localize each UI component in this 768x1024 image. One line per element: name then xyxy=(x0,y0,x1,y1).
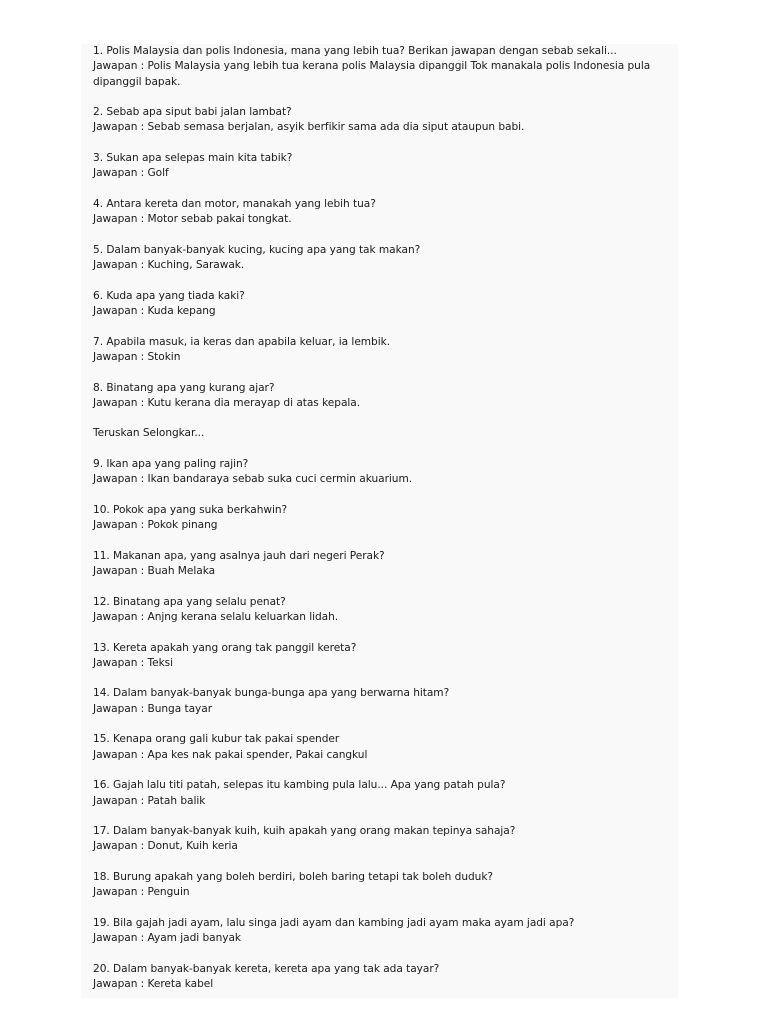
entry-spacer xyxy=(93,182,673,197)
entry-spacer xyxy=(93,411,673,426)
question-text: 3. Sukan apa selepas main kita tabik? xyxy=(93,152,293,165)
qa-entry xyxy=(93,243,673,274)
question-text: 6. Kuda apa yang tiada kaki? xyxy=(93,289,245,302)
qa-entry xyxy=(93,503,673,534)
question-text: 20. Dalam banyak-banyak kereta, kereta apa yang tak ada tayar? xyxy=(93,962,440,975)
answer-text: Jawapan : Kuda kepang xyxy=(93,305,216,318)
entry-spacer xyxy=(93,992,673,998)
qa-entry xyxy=(93,778,673,809)
entry-spacer xyxy=(93,671,673,686)
answer-text: Jawapan : Kutu kerana dia merayap di atas kepala. xyxy=(93,396,361,409)
answer-text: Jawapan : Patah balik xyxy=(93,794,206,807)
question-text: 11. Makanan apa, yang asalnya jauh dari negeri Perak? xyxy=(93,549,385,562)
answer-text: Jawapan : Sebab semasa berjalan, asyik berfikir sama ada dia siput ataupun babi. xyxy=(93,121,525,134)
document-content xyxy=(93,44,673,998)
entry-spacer xyxy=(93,488,673,503)
question-text: 8. Binatang apa yang kurang ajar? xyxy=(93,381,275,394)
answer-text: Jawapan : Motor sebab pakai tongkat. xyxy=(93,213,292,226)
qa-entry xyxy=(93,335,673,366)
entry-spacer xyxy=(93,947,673,962)
question-text: 13. Kereta apakah yang orang tak panggil kereta? xyxy=(93,641,357,654)
question-text: 18. Burung apakah yang boleh berdiri, boleh baring tetapi tak boleh duduk? xyxy=(93,871,493,884)
question-text: 17. Dalam banyak-banyak kuih, kuih apakah yang orang makan tepinya sahaja? xyxy=(93,825,516,838)
qa-entry xyxy=(93,595,673,626)
entry-spacer xyxy=(93,809,673,824)
qa-entry xyxy=(93,686,673,717)
answer-text: Jawapan : Kuching, Sarawak. xyxy=(93,259,245,272)
question-text: 4. Antara kereta dan motor, manakah yang lebih tua? xyxy=(93,197,376,210)
qa-entry xyxy=(93,641,673,672)
answer-text: Jawapan : Buah Melaka xyxy=(93,565,216,578)
entry-spacer xyxy=(93,855,673,870)
entry-spacer xyxy=(93,90,673,105)
answer-text: Jawapan : Ikan bandaraya sebab suka cuci cermin akuarium. xyxy=(93,473,413,486)
entry-spacer xyxy=(93,579,673,594)
question-text: 15. Kenapa orang gali kubur tak pakai spender xyxy=(93,733,340,746)
question-text: 10. Pokok apa yang suka berkahwin? xyxy=(93,503,288,516)
answer-text: Jawapan : Apa kes nak pakai spender, Pakai cangkul xyxy=(93,748,368,761)
answer-text: Jawapan : Penguin xyxy=(93,886,190,899)
answer-text: Jawapan : Stokin xyxy=(93,350,181,363)
question-text: 7. Apabila masuk, ia keras dan apabila keluar, ia lembik. xyxy=(93,335,391,348)
answer-text: Jawapan : Pokok pinang xyxy=(93,519,218,532)
document-page xyxy=(81,44,678,998)
entry-spacer xyxy=(93,136,673,151)
question-text: 14. Dalam banyak-banyak bunga-bunga apa yang berwarna hitam? xyxy=(93,687,450,700)
qa-entry xyxy=(93,732,673,763)
answer-text: Jawapan : Bunga tayar xyxy=(93,702,212,715)
question-text: 5. Dalam banyak-banyak kucing, kucing apa yang tak makan? xyxy=(93,243,421,256)
entry-spacer xyxy=(93,228,673,243)
question-text: 12. Binatang apa yang selalu penat? xyxy=(93,595,286,608)
answer-text: Jawapan : Anjng kerana selalu keluarkan lidah. xyxy=(93,610,339,623)
qa-entry xyxy=(93,151,673,182)
answer-text: Jawapan : Donut, Kuih keria xyxy=(93,840,238,853)
entry-spacer xyxy=(93,625,673,640)
continue-text: Teruskan Selongkar... xyxy=(93,427,205,440)
answer-text: Jawapan : Ayam jadi banyak xyxy=(93,932,241,945)
qa-entry xyxy=(93,105,673,136)
entry-spacer xyxy=(93,717,673,732)
qa-entry xyxy=(93,824,673,855)
answer-text: Jawapan : Golf xyxy=(93,167,169,180)
entry-spacer xyxy=(93,763,673,778)
qa-entry xyxy=(93,381,673,412)
entry-spacer xyxy=(93,273,673,288)
entry-spacer xyxy=(93,442,673,457)
answer-text: Jawapan : Kereta kabel xyxy=(93,978,214,991)
question-text: 19. Bila gajah jadi ayam, lalu singa jadi ayam dan kambing jadi ayam maka ayam jadi apa? xyxy=(93,916,575,929)
entry-spacer xyxy=(93,365,673,380)
entry-spacer xyxy=(93,901,673,916)
entry-spacer xyxy=(93,319,673,334)
qa-entry xyxy=(93,197,673,228)
answer-text: Jawapan : Polis Malaysia yang lebih tua kerana polis Malaysia dipanggil Tok manakala polis Indonesia pula dipanggil bapak. xyxy=(93,60,651,88)
qa-entry xyxy=(93,962,673,993)
qa-entry xyxy=(93,289,673,320)
qa-entry xyxy=(93,457,673,488)
qa-entry xyxy=(93,549,673,580)
question-text: 2. Sebab apa siput babi jalan lambat? xyxy=(93,106,292,119)
qa-entry xyxy=(93,44,673,90)
qa-entry xyxy=(93,916,673,947)
question-text: 16. Gajah lalu titi patah, selepas itu kambing pula lalu... Apa yang patah pula? xyxy=(93,779,506,792)
entry-spacer xyxy=(93,534,673,549)
answer-text: Jawapan : Teksi xyxy=(93,656,174,669)
question-text: 9. Ikan apa yang paling rajin? xyxy=(93,458,249,471)
question-text: 1. Polis Malaysia dan polis Indonesia, mana yang lebih tua? Berikan jawapan dengan sebab sekali... xyxy=(93,45,617,57)
qa-entry xyxy=(93,870,673,901)
